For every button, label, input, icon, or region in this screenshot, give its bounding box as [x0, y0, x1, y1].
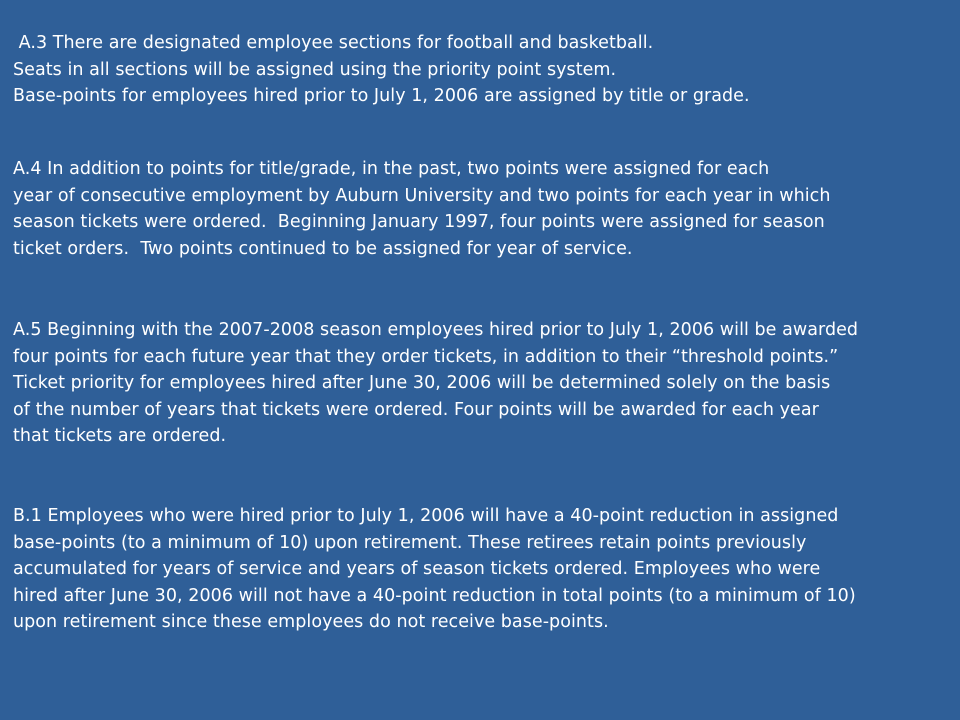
paragraph-line: Seats in all sections will be assigned using the priority point system. — [13, 59, 617, 80]
paragraph-line: A.5 Beginning with the 2007-2008 season employees hired prior to July 1, 2006 will be awarded — [13, 320, 859, 340]
paragraph-line: that tickets are ordered. — [13, 426, 227, 446]
paragraph-line: base-points (to a minimum of 10) upon retirement. These retirees retain points previously — [13, 532, 807, 553]
paragraph-line: A.3 There are designated employee sections for football and basketball. — [13, 33, 654, 53]
paragraph-line: four points for each future year that they order tickets, in addition to their “threshold points.” — [13, 346, 839, 367]
paragraph-line: accumulated for years of service and years of season tickets ordered. Employees who were — [13, 559, 821, 579]
paragraph-line: A.4 In addition to points for title/grade, in the past, two points were assigned for each — [13, 159, 770, 179]
paragraph-line: season tickets were ordered. Beginning January 1997, four points were assigned for season — [13, 212, 825, 232]
paragraph-line: Ticket priority for employees hired after June 30, 2006 will be determined solely on the basis — [13, 373, 831, 393]
paragraph-b1 — [13, 503, 953, 636]
paragraph-line: upon retirement since these employees do not receive base-points. — [13, 612, 609, 632]
paragraph-line: ticket orders. Two points continued to be assigned for year of service. — [13, 238, 633, 259]
paragraph-a3 — [13, 30, 953, 110]
paragraph-line: hired after June 30, 2006 will not have a 40-point reduction in total points (to a minimum of 10) — [13, 585, 856, 606]
paragraph-line: year of consecutive employment by Auburn University and two points for each year in which — [13, 185, 831, 206]
paragraph-line: of the number of years that tickets were ordered. Four points will be awarded for each year — [13, 399, 819, 420]
paragraph-a5 — [13, 317, 953, 450]
paragraph-a4 — [13, 156, 953, 262]
paragraph-line: B.1 Employees who were hired prior to July 1, 2006 will have a 40-point reduction in assigned — [13, 506, 839, 526]
paragraph-line: Base-points for employees hired prior to July 1, 2006 are assigned by title or grade. — [13, 86, 750, 106]
